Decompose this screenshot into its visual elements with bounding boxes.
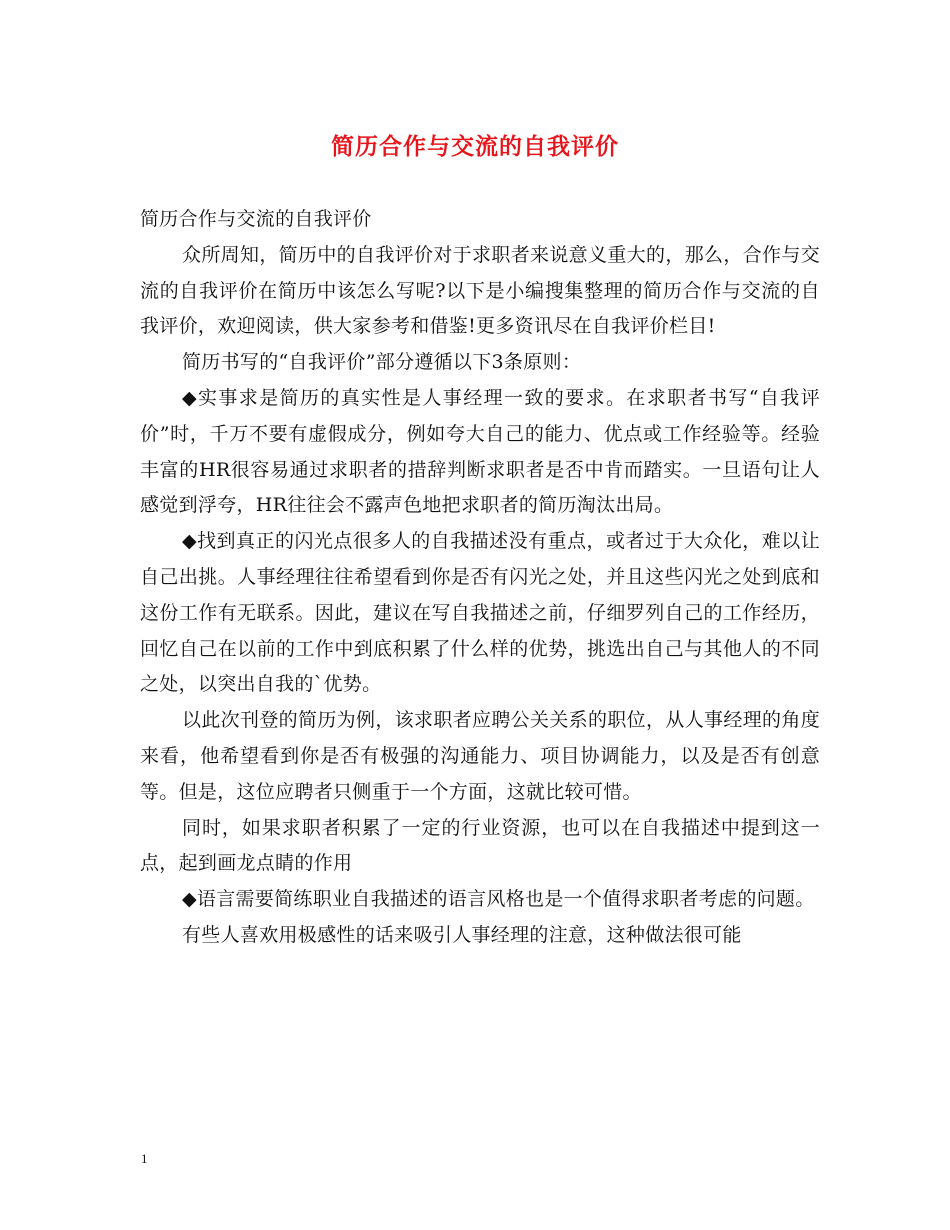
paragraph-principle-2: ◆找到真正的闪光点很多人的自我描述没有重点，或者过于大众化，难以让自己出挑。人事经理往往希望看到你是否有闪光之处，并且这些闪光之处到底和这份工作有无联系。因此，建议在写自我描述之前，仔细罗列自己的工作经历，回忆自己在以前的工作中到底积累了什么样的优势，挑选出自己与其他人的不同之处，以突出自我的`优势。 [140,530,820,696]
paragraph-continuation: 有些人喜欢用极感性的话来吸引人事经理的注意，这种做法很可能 [182,923,742,946]
document-body [140,202,820,954]
paragraph-resources: 同时，如果求职者积累了一定的行业资源，也可以在自我描述中提到这一点，起到画龙点睛的作用 [140,816,820,875]
paragraph-principles: 简历书写的“自我评价”部分遵循以下3条原则： [182,351,582,374]
paragraph-intro: 众所周知，简历中的自我评价对于求职者来说意义重大的，那么，合作与交流的自我评价在简历中该怎么写呢?以下是小编搜集整理的简历合作与交流的自我评价，欢迎阅读，供大家参考和借鉴!更多资讯尽在自我评价栏目! [140,243,820,338]
paragraph-principle-1: ◆实事求是简历的真实性是人事经理一致的要求。在求职者书写“自我评价”时，千万不要有虚假成分，例如夸大自己的能力、优点或工作经验等。经验丰富的HR很容易通过求职者的措辞判断求职者是否中肯而踏实。一旦语句让人感觉到浮夸，HR往往会不露声色地把求职者的简历淘汰出局。 [140,386,820,517]
paragraph-example: 以此次刊登的简历为例，该求职者应聘公关关系的职位，从人事经理的角度来看，他希望看到你是否有极强的沟通能力、项目协调能力，以及是否有创意等。但是，这位应聘者只侧重于一个方面，这就比较可惜。 [140,709,820,803]
body-heading: 简历合作与交流的自我评价 [140,208,372,230]
page-number: 1 [141,1151,148,1166]
document-title: 简历合作与交流的自我评价 [331,133,619,160]
paragraph-principle-3: ◆语言需要简练职业自我描述的语言风格也是一个值得求职者考虑的问题。 [182,888,815,911]
